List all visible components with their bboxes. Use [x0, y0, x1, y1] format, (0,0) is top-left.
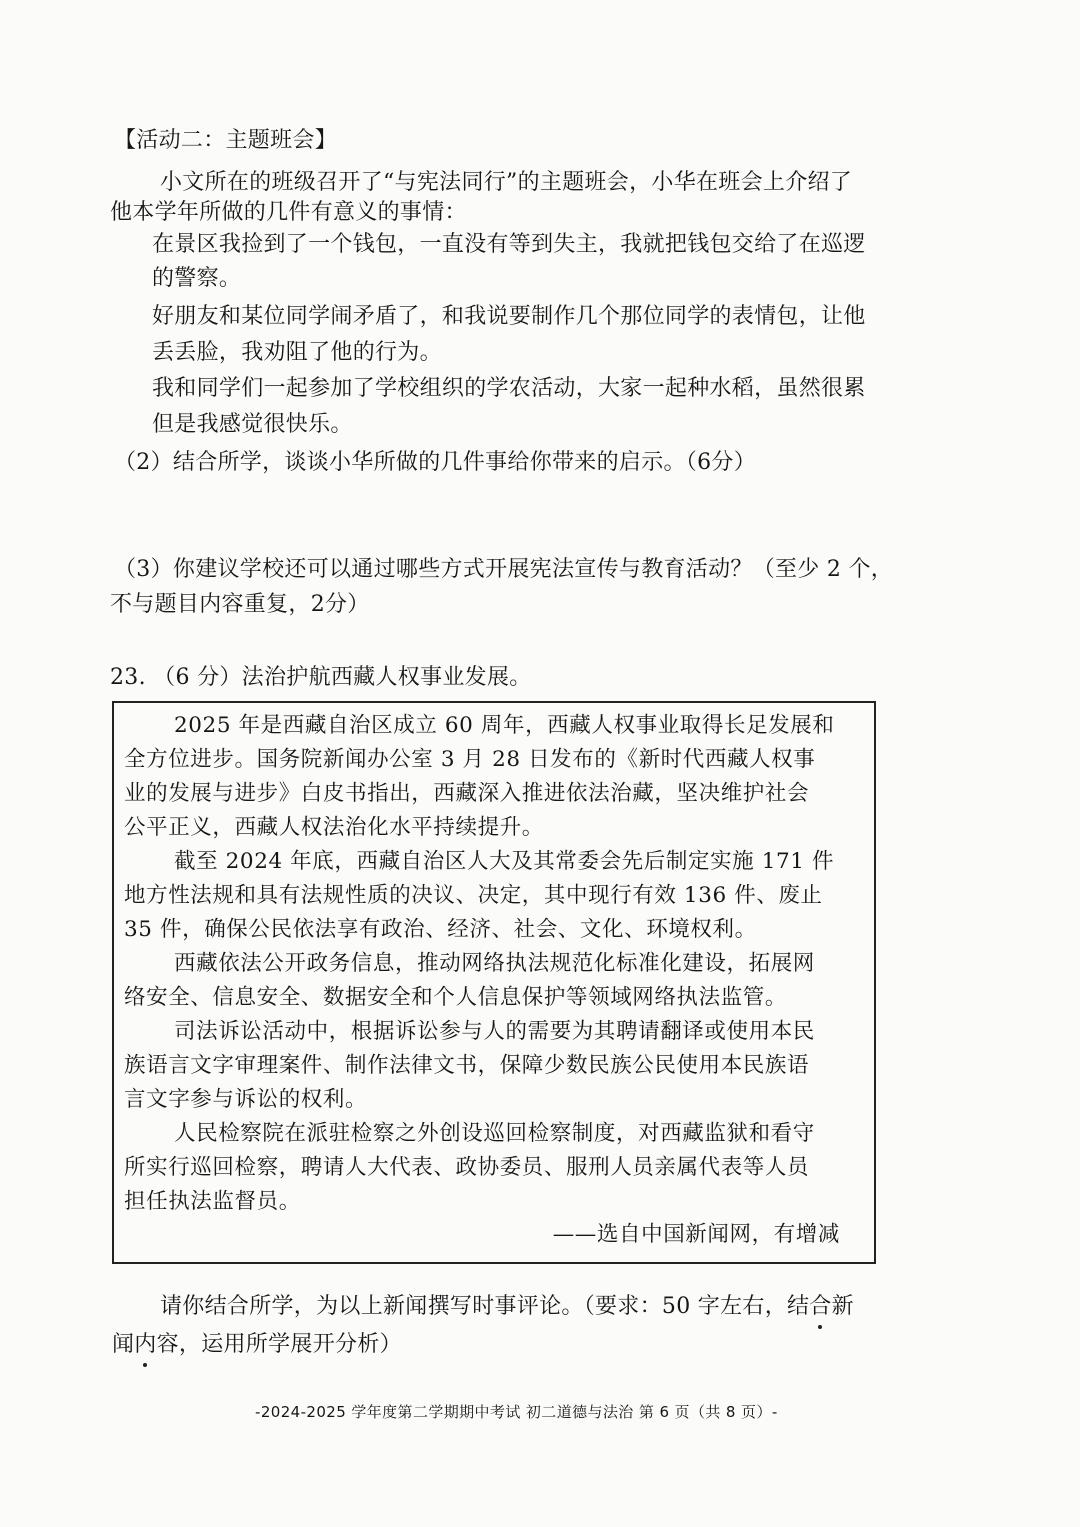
- material-line: 司法诉讼活动中，根据诉讼参与人的需要为其聘请翻译或使用本民: [174, 1019, 815, 1044]
- question-2: （2）结合所学，谈谈小华所做的几件事给你带来的启示。（6分）: [114, 450, 756, 475]
- task-line-1-text: 请你结合所学，为以上新闻撰写时事评论。（要求：50 字左右，: [160, 1294, 787, 1319]
- material-line: 西藏依法公开政务信息，推动网络执法规范化标准化建设，拓展网: [174, 951, 815, 976]
- material-line: 人民检察院在派驻检察之外创设巡回检察制度，对西藏监狱和看守: [174, 1121, 815, 1146]
- news-material-box: [112, 701, 876, 1264]
- material-line: 所实行巡回检察，聘请人大代表、政协委员、服刑人员亲属代表等人员: [124, 1155, 810, 1180]
- material-line: 公平正义，西藏人权法治化水平持续提升。: [124, 815, 544, 840]
- material-line: 35 件，确保公民依法享有政治、经济、社会、文化、环境权利。: [124, 917, 757, 942]
- material-line: 截至 2024 年底，西藏自治区人大及其常委会先后制定实施 171 件: [174, 849, 835, 874]
- event-item-1-line-2: 的警察。: [152, 266, 242, 291]
- material-line: 言文字参与诉讼的权利。: [124, 1087, 368, 1112]
- material-line: 族语言文字审理案件、制作法律文书，保障少数民族公民使用本民族语: [124, 1053, 810, 1078]
- question-3-line-2: 不与题目内容重复，2分）: [110, 592, 370, 617]
- task-emphasis-2: 闻内容: [112, 1328, 179, 1362]
- task-line-2-text: ，运用所学展开分析）: [178, 1332, 402, 1357]
- activity-intro-line-1: 小文所在的班级召开了“与宪法同行”的主题班会，小华在班会上介绍了: [160, 170, 853, 195]
- material-line: 2025 年是西藏自治区成立 60 周年，西藏人权事业取得长足发展和: [174, 713, 835, 738]
- event-item-3-line-1: 我和同学们一起参加了学校组织的学农活动，大家一起种水稻，虽然很累: [152, 376, 866, 401]
- material-line: 地方性法规和具有法规性质的决议、决定，其中现行有效 136 件、废止: [124, 883, 823, 908]
- material-line: 络安全、信息安全、数据安全和个人信息保护等领域网络执法监管。: [124, 985, 788, 1010]
- task-line-2: [112, 1328, 402, 1362]
- material-line: 担任执法监督员。: [124, 1189, 301, 1214]
- material-source: ——选自中国新闻网，有增减: [552, 1222, 840, 1247]
- event-item-2-line-2: 丢丢脸，我劝阻了他的行为。: [152, 340, 442, 365]
- task-line-1: [160, 1290, 854, 1324]
- material-line: 全方位进步。国务院新闻办公室 3 月 28 日发布的《新时代西藏人权事: [124, 747, 816, 772]
- question-23-heading: 23. （6 分）法治护航西藏人权事业发展。: [110, 665, 532, 690]
- activity-title: 【活动二：主题班会】: [114, 128, 338, 153]
- activity-intro-line-2: 他本学年所做的几件有意义的事情：: [110, 200, 467, 225]
- question-3-line-1: （3）你建议学校还可以通过哪些方式开展宪法宣传与教育活动？（至少 2 个，: [114, 557, 894, 582]
- event-item-2-line-1: 好朋友和某位同学闹矛盾了，和我说要制作几个那位同学的表情包，让他: [152, 304, 866, 329]
- event-item-1-line-1: 在景区我捡到了一个钱包，一直没有等到失主，我就把钱包交给了在巡逻: [152, 232, 866, 257]
- material-line: 业的发展与进步》白皮书指出，西藏深入推进依法治藏，坚决维护社会: [124, 781, 810, 806]
- event-item-3-line-2: 但是我感觉很快乐。: [152, 412, 353, 437]
- page-footer: -2024-2025 学年度第二学期期中考试 初二道德与法治 第 6 页（共 8 页）-: [255, 1403, 778, 1421]
- task-emphasis-1: 结合新: [787, 1290, 854, 1324]
